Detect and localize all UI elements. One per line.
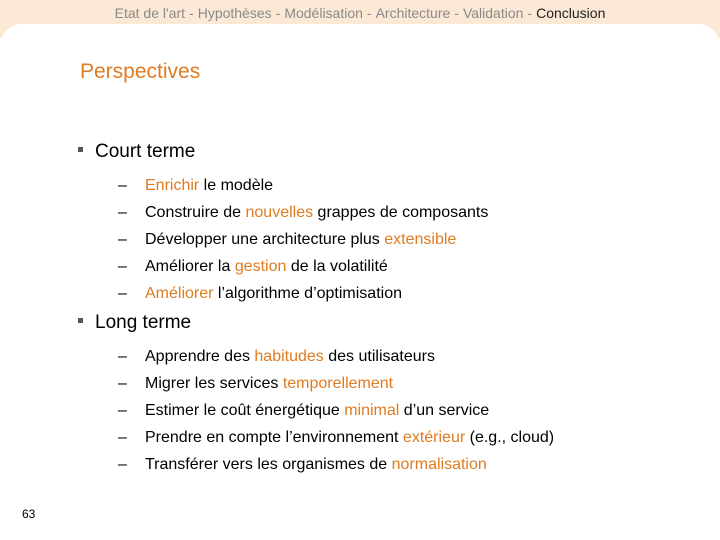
item-text: Améliorer la bbox=[145, 258, 235, 275]
item-highlight: gestion bbox=[234, 258, 287, 275]
long-terme-list bbox=[118, 343, 554, 478]
item-text: Estimer le coût énergétique bbox=[145, 402, 345, 419]
item-highlight: normalisation bbox=[391, 456, 487, 473]
dash-bullet: – bbox=[118, 348, 127, 365]
nav-separator: - bbox=[366, 5, 372, 21]
nav-item-validation[interactable]: Validation bbox=[462, 5, 524, 21]
item-text: de la volatilité bbox=[286, 258, 388, 275]
item-text: grappes de composants bbox=[313, 204, 489, 221]
section-court-terme bbox=[78, 141, 195, 163]
nav-separator: - bbox=[189, 5, 194, 21]
dash-bullet: – bbox=[118, 375, 127, 392]
item-text: (e.g., cloud) bbox=[465, 429, 555, 446]
item-highlight: habitudes bbox=[254, 348, 324, 365]
item-highlight: Enrichir bbox=[145, 177, 200, 194]
item-text: Migrer les services bbox=[145, 375, 283, 392]
dash-bullet: – bbox=[118, 231, 127, 248]
list-item bbox=[118, 397, 554, 424]
item-highlight: extérieur bbox=[402, 429, 466, 446]
square-bullet-icon bbox=[78, 318, 83, 323]
slide-title: Perspectives bbox=[80, 60, 201, 83]
court-terme-list bbox=[118, 172, 488, 307]
item-text: Prendre en compte l’environnement bbox=[145, 429, 403, 446]
nav-item-etat-de-lart[interactable]: Etat de l'art bbox=[114, 5, 186, 21]
item-text: Construire de bbox=[145, 204, 246, 221]
breadcrumb-nav bbox=[0, 5, 720, 21]
page-number: 63 bbox=[22, 507, 36, 521]
list-item bbox=[118, 253, 488, 280]
dash-bullet: – bbox=[118, 285, 127, 302]
nav-item-hypotheses[interactable]: Hypothèses bbox=[197, 5, 272, 21]
list-item bbox=[118, 172, 488, 199]
item-highlight: nouvelles bbox=[245, 204, 314, 221]
nav-separator: - bbox=[454, 5, 459, 21]
list-item bbox=[118, 424, 554, 451]
dash-bullet: – bbox=[118, 402, 127, 419]
list-item bbox=[118, 370, 554, 397]
dash-bullet: – bbox=[118, 204, 127, 221]
list-item bbox=[118, 199, 488, 226]
list-item bbox=[118, 280, 488, 307]
item-text: Apprendre des bbox=[145, 348, 255, 365]
item-text: Développer une architecture plus bbox=[145, 231, 385, 248]
list-item bbox=[118, 343, 554, 370]
nav-separator: - bbox=[275, 5, 281, 21]
item-highlight: extensible bbox=[384, 231, 457, 248]
item-highlight: minimal bbox=[344, 402, 400, 419]
list-item bbox=[118, 451, 554, 478]
section-label: Long terme bbox=[95, 312, 192, 333]
section-long-terme bbox=[78, 312, 191, 334]
item-text: des utilisateurs bbox=[323, 348, 435, 365]
dash-bullet: – bbox=[118, 177, 127, 194]
dash-bullet: – bbox=[118, 456, 127, 473]
list-item bbox=[118, 226, 488, 253]
section-label: Court terme bbox=[95, 141, 196, 162]
item-text: le modèle bbox=[199, 177, 274, 194]
nav-item-architecture[interactable]: Architecture bbox=[375, 5, 451, 21]
nav-separator: - bbox=[527, 5, 533, 21]
square-bullet-icon bbox=[78, 147, 83, 152]
dash-bullet: – bbox=[118, 258, 127, 275]
item-text: d’un service bbox=[399, 402, 490, 419]
nav-item-conclusion[interactable]: Conclusion bbox=[536, 5, 606, 21]
nav-item-modelisation[interactable]: Modélisation bbox=[284, 5, 363, 21]
item-text: Transférer vers les organismes de bbox=[145, 456, 392, 473]
item-highlight: Améliorer bbox=[145, 285, 214, 302]
dash-bullet: – bbox=[118, 429, 127, 446]
item-highlight: temporellement bbox=[282, 375, 394, 392]
item-text: l’algorithme d’optimisation bbox=[213, 285, 402, 302]
